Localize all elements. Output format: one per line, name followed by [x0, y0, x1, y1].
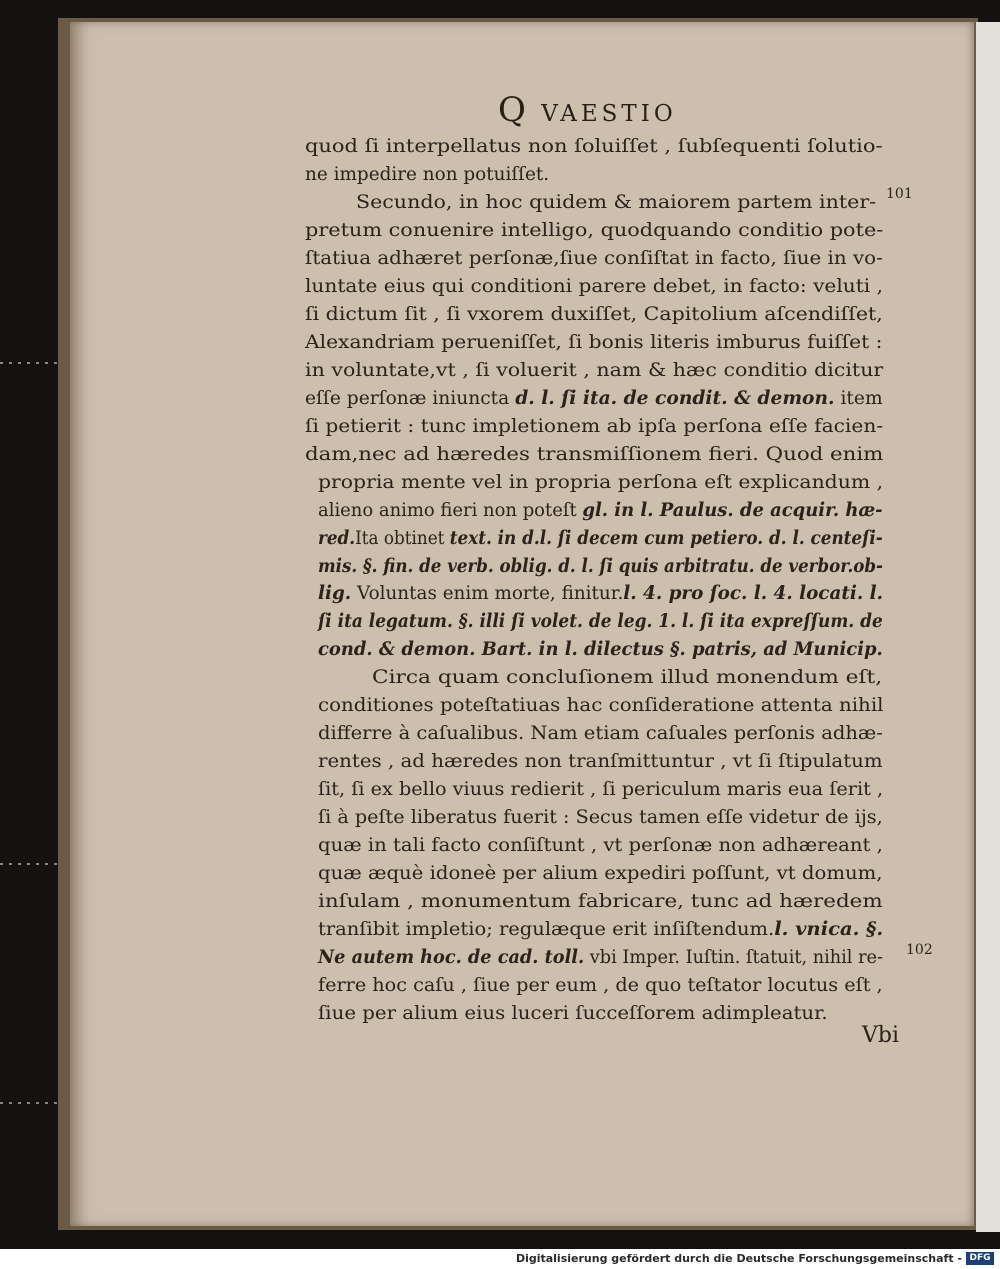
text-line	[305, 161, 549, 187]
scan-guide-mark	[0, 362, 60, 364]
body-text: quæ in tali facto conſiſtunt , vt perſonæ non adhæreant ,	[318, 834, 883, 857]
body-text: vbi Imper. Iuſtin. ſtatuit, nihil re-	[584, 946, 883, 969]
text-line	[356, 189, 876, 215]
body-text: Alexandriam perueniſſet, ſi bonis literis imburus fuiſſet :	[305, 330, 883, 353]
header-initial: Q	[498, 90, 530, 130]
body-text: ferre hoc caſu , ſiue per eum , de quo teſtator locutus eſt ,	[318, 974, 883, 997]
text-line	[318, 860, 883, 886]
body-text: conditiones poteſtatiuas hac conſideratione attenta nihil	[318, 694, 884, 717]
body-text: quæ æquè idoneè per alium expediri poſſunt, vt domum,	[318, 862, 883, 885]
margin-number: 101	[886, 186, 913, 202]
body-text: differre à caſualibus. Nam etiam caſuales perſonis adhæ-	[318, 722, 883, 745]
body-text: Voluntas enim morte, finitur.	[351, 582, 624, 605]
body-text: quod ſi interpellatus non ſoluiſſet , ſubſequenti ſolutio-	[305, 135, 883, 157]
body-text: ſiue per alium eius luceri ſucceſſorem adimpleatur.	[318, 1002, 828, 1024]
citation-text: l. vnica. §.	[774, 918, 884, 941]
text-line	[318, 748, 883, 774]
body-text: Ita obtinet	[355, 526, 450, 549]
body-text: in voluntate,vt , ſi voluerit , nam & hæc conditio dicitur	[305, 358, 884, 381]
citation-text: lig.	[318, 582, 352, 605]
body-text: luntate eius qui conditioni parere debet, in facto: veluti ,	[305, 274, 884, 297]
text-line	[305, 413, 883, 439]
citation-text: ſi ita legatum. §. illi ſi volet. de leg. 1. l. ſi ita expreſſum. de	[318, 610, 883, 633]
text-line	[305, 441, 883, 467]
body-text: pretum conuenire intelligo, quodquando conditio pote-	[305, 218, 884, 241]
citation-text: Ne autem hoc. de cad. toll.	[318, 946, 585, 969]
text-line	[318, 525, 883, 551]
citation-text: l. 4. pro ſoc. l. 4. locati. l.	[623, 582, 883, 605]
body-text: item	[834, 386, 883, 409]
text-line	[318, 692, 883, 718]
body-text: ſtatiua adhæret perſonæ,ſiue conſiſtat in facto, ſiue in vo-	[305, 246, 883, 269]
text-line	[372, 664, 882, 690]
text-line	[318, 580, 883, 606]
running-header	[498, 90, 677, 130]
text-line	[318, 636, 883, 662]
body-text: ſi petierit : tunc impletionem ab ipſa perſona eſſe facien-	[305, 414, 884, 437]
citation-text: mis. §. fin. de verb. oblig. d. l. ſi quis arbitratu. de verbor.ob-	[318, 554, 883, 577]
citation-text: d. l. ſi ita. de condit. & demon.	[515, 386, 835, 409]
body-text: Circa quam concluſionem illud monendum eſt,	[372, 666, 883, 689]
dfg-logo: DFG	[966, 1252, 994, 1265]
body-text: ſi dictum ſit , ſi vxorem duxiſſet, Capitolium aſcendiſſet,	[305, 302, 883, 325]
text-line	[318, 553, 883, 579]
text-line	[305, 217, 883, 243]
text-line	[318, 972, 883, 998]
text-line	[318, 832, 883, 858]
text-line	[318, 944, 883, 970]
text-line	[318, 469, 883, 495]
text-line	[318, 888, 883, 914]
body-text: eſſe perſonæ iniuncta	[305, 386, 516, 409]
text-line	[305, 301, 883, 327]
header-rest: VAESTIO	[541, 101, 677, 127]
body-text: dam,nec ad hæredes transmiſſionem fieri. Quod enim	[305, 442, 884, 465]
citation-text: cond. & demon. Bart. in l. dilectus §. patris, ad Municip.	[318, 638, 883, 661]
scan-guide-mark	[0, 863, 60, 865]
body-text: rentes , ad hæredes non tranſmittuntur , vt ſi ſtipulatum	[318, 750, 883, 773]
footer-bar	[0, 1249, 1000, 1269]
text-line	[305, 245, 883, 271]
body-text: propria mente vel in propria perſona eſt explicandum ,	[318, 470, 884, 493]
text-line	[305, 133, 883, 159]
body-text: alieno animo fieri non poteſt	[318, 498, 583, 521]
citation-text: text. in d.l. ſi decem cum petiero. d. l. centeſi-	[449, 526, 883, 549]
text-line	[318, 804, 883, 830]
margin-number: 102	[906, 942, 933, 958]
text-line	[318, 1000, 828, 1026]
text-line	[318, 916, 883, 942]
citation-text: gl. in l. Paulus. de acquir. hæ-	[582, 498, 883, 521]
body-text: ne impedire non potuiſſet.	[305, 162, 550, 185]
body-text: inſulam , monumentum fabricare, tunc ad hæredem	[318, 890, 883, 913]
citation-text: red.	[318, 526, 356, 549]
body-text: Secundo, in hoc quidem & maiorem partem inter-	[356, 190, 877, 213]
text-line	[318, 720, 883, 746]
body-text: tranſibit impletio; regulæque erit inſiſtendum.	[318, 918, 775, 941]
text-line	[305, 357, 883, 383]
body-text: ſi à peſte liberatus fuerit : Secus tamen eſſe videtur de ijs,	[318, 806, 883, 829]
catchword: Vbi	[862, 1023, 900, 1048]
scan-guide-mark	[0, 1102, 60, 1104]
text-line	[318, 497, 883, 523]
text-line	[305, 385, 883, 411]
text-line	[318, 776, 883, 802]
footer-credit: Digitalisierung gefördert durch die Deutsche Forschungsgemeinschaft -	[515, 1252, 962, 1265]
scanner-strip	[976, 22, 1000, 1232]
text-line	[305, 273, 883, 299]
text-line	[305, 329, 882, 355]
text-line	[318, 608, 883, 634]
body-text: ſit, ſi ex bello viuus redierit , ſi periculum maris eua ſerit ,	[318, 778, 884, 801]
